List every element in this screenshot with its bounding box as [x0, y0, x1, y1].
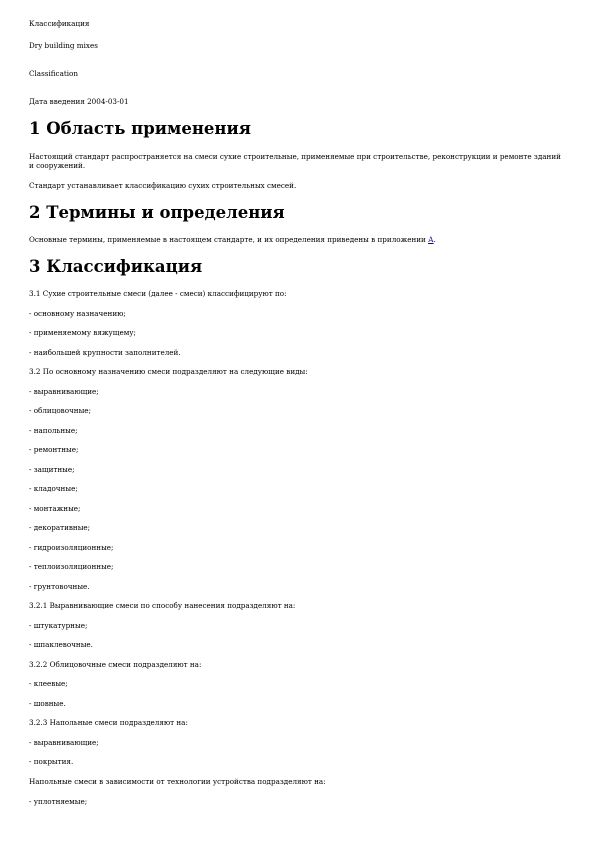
list-item: - клеевые; [29, 679, 68, 688]
list-item: - облицовочные; [29, 406, 91, 415]
section-1-paragraph-2: Стандарт устанавливает классификацию сухих строительных смесей. [29, 181, 297, 190]
list-item: - кладочные; [29, 484, 78, 493]
list-item: - декоративные; [29, 523, 91, 532]
list-item: - ремонтные; [29, 445, 79, 454]
section-1-heading: 1 Область применения [29, 119, 251, 138]
list-item: - штукатурные; [29, 621, 88, 630]
list-item: - основному назначению; [29, 309, 126, 318]
header-classification: Классификация [29, 19, 90, 28]
list-item: 3.2 По основному назначению смеси подразделяют на следующие виды: [29, 367, 308, 376]
header-english-title: Dry building mixes [29, 41, 98, 50]
list-item: 3.2.3 Напольные смеси подразделяют на: [29, 718, 188, 727]
list-item: - напольные; [29, 426, 78, 435]
list-item: - гидроизоляционные; [29, 543, 114, 552]
list-item: - монтажные; [29, 504, 81, 513]
list-item: - выравнивающие; [29, 738, 99, 747]
section-2-text-end: . [433, 235, 436, 244]
effective-date: Дата введения 2004-03-01 [29, 97, 129, 106]
section-1-paragraph-1: Настоящий стандарт распространяется на смеси сухие строительные, применяемые при строительстве, реконструкции и ремонте зданий и сооружений. [29, 152, 561, 170]
list-item: - уплотняемые; [29, 797, 88, 806]
list-item: Напольные смеси в зависимости от технологии устройства подразделяют на: [29, 777, 326, 786]
section-2-paragraph [29, 235, 569, 244]
list-item: - теплоизоляционные; [29, 562, 114, 571]
list-item: - шпаклевочные. [29, 640, 93, 649]
list-item: 3.2.2 Облицовочные смеси подразделяют на: [29, 660, 202, 669]
section-2-heading: 2 Термины и определения [29, 203, 285, 222]
appendix-a-link[interactable]: А [428, 235, 434, 244]
list-item: - выравнивающие; [29, 387, 99, 396]
list-item: - применяемому вяжущему; [29, 328, 136, 337]
list-item: 3.1 Сухие строительные смеси (далее - смеси) классифицируют по: [29, 289, 287, 298]
section-2-text: Основные термины, применяемые в настоящем стандарте, и их определения приведены в приложении [29, 235, 429, 244]
list-item: - наибольшей крупности заполнителей. [29, 348, 181, 357]
list-item: - шовные. [29, 699, 66, 708]
list-item: - защитные; [29, 465, 75, 474]
list-item: - покрытия. [29, 757, 74, 766]
list-item: - грунтовочные. [29, 582, 90, 591]
list-item: 3.2.1 Выравнивающие смеси по способу нанесения подразделяют на: [29, 601, 296, 610]
section-3-heading: 3 Классификация [29, 257, 203, 276]
header-english-classification: Classification [29, 69, 79, 78]
